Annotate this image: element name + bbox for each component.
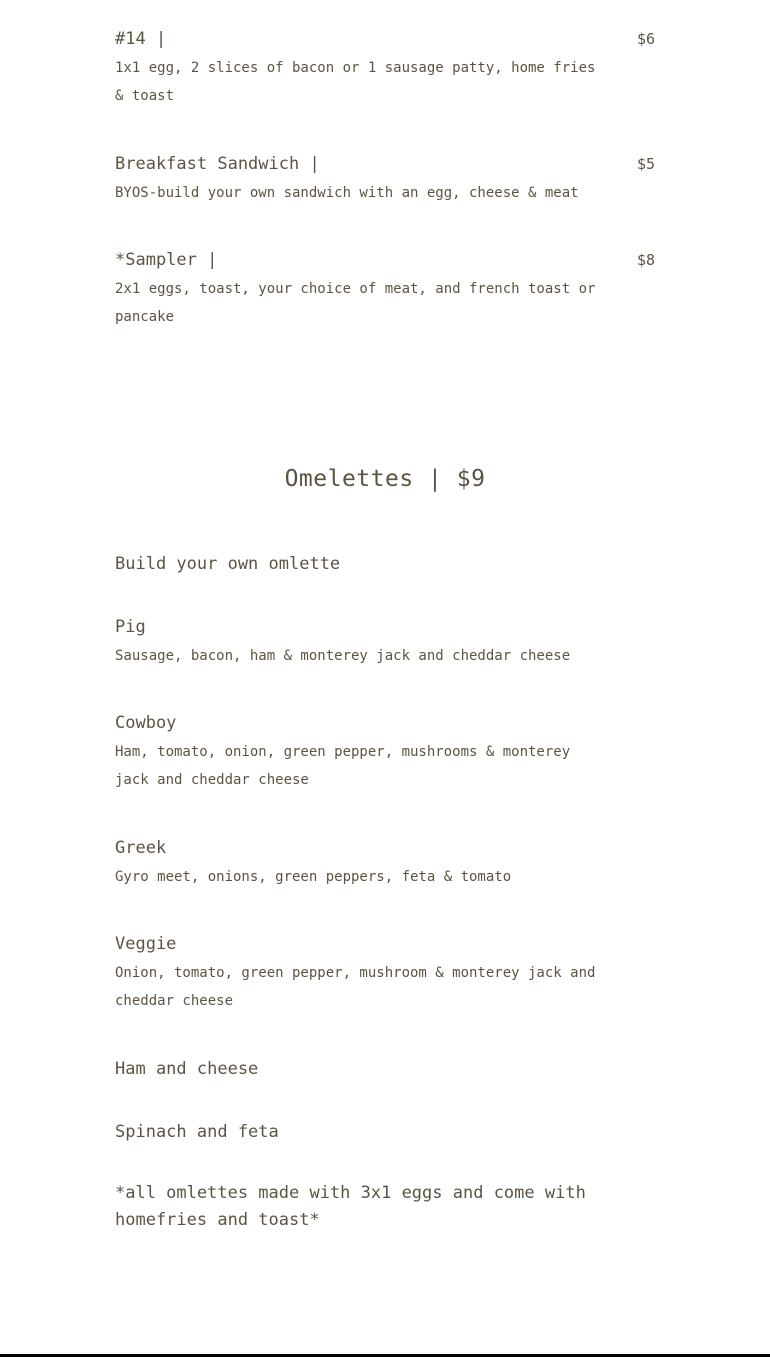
menu-item-description: 2x1 eggs, toast, your choice of meat, and french toast or pancake [115,281,596,325]
omelette-item-pig [115,616,655,670]
menu-item-breakfast-sandwich [115,153,655,207]
menu-item-description: BYOS-build your own sandwich with an egg, cheese & meat [115,185,579,201]
menu-item-description: 1x1 egg, 2 slices of bacon or 1 sausage patty, home fries & toast [115,60,596,104]
omelettes-heading: Omelettes | $9 [284,466,486,492]
omelette-item-cowboy [115,712,655,794]
omelette-item-spinach-and-feta [115,1121,655,1143]
omelette-name: Pig [115,617,146,637]
omelette-name: Spinach and feta [115,1122,279,1142]
menu-item-price: $8 [636,251,655,269]
omelette-name: Cowboy [115,713,177,733]
menu-item-price: $6 [636,30,655,48]
omelette-name: Veggie [115,934,177,954]
omelette-item-build-your-own [115,553,655,575]
omelette-item-greek [115,837,655,891]
omelette-item-ham-and-cheese [115,1058,655,1080]
menu-item-sampler [115,249,655,331]
menu-item-name: *Sampler | [115,250,218,270]
omelette-description: Onion, tomato, green pepper, mushroom & monterey jack and cheddar cheese [115,965,596,1009]
omelettes-footnote: *all omlettes made with 3x1 eggs and come with homefries and toast* [115,1183,586,1230]
menu-item-price: $5 [636,155,655,173]
omelette-name: Build your own omlette [115,554,341,574]
omelette-name: Greek [115,838,167,858]
omelette-name: Ham and cheese [115,1059,259,1079]
omelette-description: Gyro meet, onions, green peppers, feta & tomato [115,869,512,885]
omelette-description: Sausage, bacon, ham & monterey jack and cheddar cheese [115,648,571,664]
menu-item-name: Breakfast Sandwich | [115,154,320,174]
menu-item-name: #14 | [115,29,167,49]
omelette-description: Ham, tomato, onion, green pepper, mushrooms & monterey jack and cheddar cheese [115,744,571,788]
omelette-item-veggie [115,933,655,1015]
menu-item-14 [115,28,655,110]
